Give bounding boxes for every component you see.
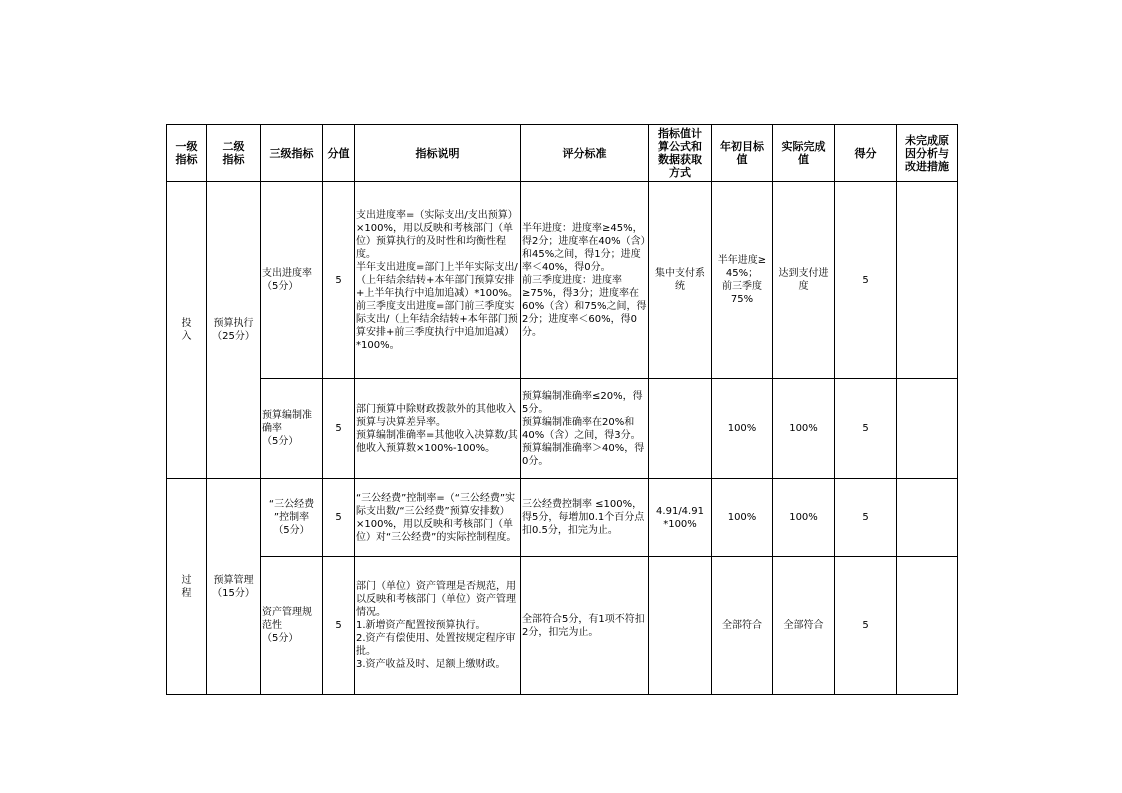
score-cell: 5 bbox=[323, 182, 355, 379]
reason-cell bbox=[897, 479, 958, 557]
level3-cell: 支出进度率 （5分） bbox=[261, 182, 323, 379]
score-cell: 5 bbox=[323, 479, 355, 557]
header-level2: 二级 指标 bbox=[207, 125, 261, 182]
header-level3: 三级指标 bbox=[261, 125, 323, 182]
performance-evaluation-table bbox=[166, 124, 958, 695]
header-desc: 指标说明 bbox=[355, 125, 521, 182]
formula-cell: 4.91/4.91 *100% bbox=[649, 479, 712, 557]
target-cell: 全部符合 bbox=[712, 557, 773, 695]
level1-cell: 投 入 bbox=[167, 182, 207, 479]
score-cell: 5 bbox=[323, 557, 355, 695]
target-cell: 100% bbox=[712, 479, 773, 557]
actual-cell: 达到支付进 度 bbox=[773, 182, 835, 379]
reason-cell bbox=[897, 379, 958, 479]
got-cell: 5 bbox=[835, 479, 897, 557]
header-got: 得分 bbox=[835, 125, 897, 182]
table-row bbox=[167, 379, 958, 479]
criteria-cell: 全部符合5分，有1项不符扣2分，扣完为止。 bbox=[521, 557, 649, 695]
reason-cell bbox=[897, 557, 958, 695]
header-formula: 指标值计 算公式和 数据获取 方式 bbox=[649, 125, 712, 182]
criteria-cell: 三公经费控制率 ≤100%，得5分，每增加0.1个百分点扣0.5分，扣完为止。 bbox=[521, 479, 649, 557]
formula-cell bbox=[649, 557, 712, 695]
level2-cell: 预算管理 （15分） bbox=[207, 479, 261, 695]
criteria-cell: 半年进度：进度率≥45%，得2分；进度率在40%（含）和45%之间，得1分；进度率＜40%，得0分。 前三季度进度：进度率≥75%，得3分；进度率在60%（含）和75%之间，得2分；进度率＜60%，得0分。 bbox=[521, 182, 649, 379]
target-cell: 半年进度≥ 45%； 前三季度 75% bbox=[712, 182, 773, 379]
level2-cell: 预算执行 （25分） bbox=[207, 182, 261, 479]
got-cell: 5 bbox=[835, 182, 897, 379]
formula-cell: 集中支付系 统 bbox=[649, 182, 712, 379]
header-criteria: 评分标准 bbox=[521, 125, 649, 182]
desc-cell: 支出进度率=（实际支出/支出预算）×100%，用以反映和考核部门（单位）预算执行的及时性和均衡性程度。 半年支出进度=部门上半年实际支出/（上年结余结转+本年部门预算安排+上半年执行中追加追减）*100%。 前三季度支出进度=部门前三季度实际支出/（上年结余结转+本年部门预算安排+前三季度执行中追加追减）*100%。 bbox=[355, 182, 521, 379]
level3-cell: “三公经费 ”控制率 （5分） bbox=[261, 479, 323, 557]
header-row bbox=[167, 125, 958, 182]
target-cell: 100% bbox=[712, 379, 773, 479]
level3-cell: 预算编制准 确率 （5分） bbox=[261, 379, 323, 479]
header-actual: 实际完成 值 bbox=[773, 125, 835, 182]
table-row bbox=[167, 182, 958, 379]
desc-cell: “三公经费”控制率=（“三公经费”实际支出数/“三公经费”预算安排数）×100%，用以反映和考核部门（单位）对“三公经费”的实际控制程度。 bbox=[355, 479, 521, 557]
actual-cell: 100% bbox=[773, 379, 835, 479]
level1-cell: 过 程 bbox=[167, 479, 207, 695]
actual-cell: 全部符合 bbox=[773, 557, 835, 695]
score-cell: 5 bbox=[323, 379, 355, 479]
header-target: 年初目标 值 bbox=[712, 125, 773, 182]
table-row bbox=[167, 557, 958, 695]
got-cell: 5 bbox=[835, 557, 897, 695]
formula-cell bbox=[649, 379, 712, 479]
reason-cell bbox=[897, 182, 958, 379]
header-level1: 一级 指标 bbox=[167, 125, 207, 182]
got-cell: 5 bbox=[835, 379, 897, 479]
table-row bbox=[167, 479, 958, 557]
criteria-cell: 预算编制准确率≤20%，得5分。 预算编制准确率在20%和40%（含）之间，得3分。 预算编制准确率＞40%，得0分。 bbox=[521, 379, 649, 479]
header-score: 分值 bbox=[323, 125, 355, 182]
actual-cell: 100% bbox=[773, 479, 835, 557]
desc-cell: 部门预算中除财政拨款外的其他收入预算与决算差异率。 预算编制准确率=其他收入决算数/其他收入预算数×100%-100%。 bbox=[355, 379, 521, 479]
level3-cell: 资产管理规 范性 （5分） bbox=[261, 557, 323, 695]
header-reason: 未完成原 因分析与 改进措施 bbox=[897, 125, 958, 182]
desc-cell: 部门（单位）资产管理是否规范，用以反映和考核部门（单位）资产管理情况。 1.新增资产配置按预算执行。 2.资产有偿使用、处置按规定程序审批。 3.资产收益及时、足额上缴财政。 bbox=[355, 557, 521, 695]
